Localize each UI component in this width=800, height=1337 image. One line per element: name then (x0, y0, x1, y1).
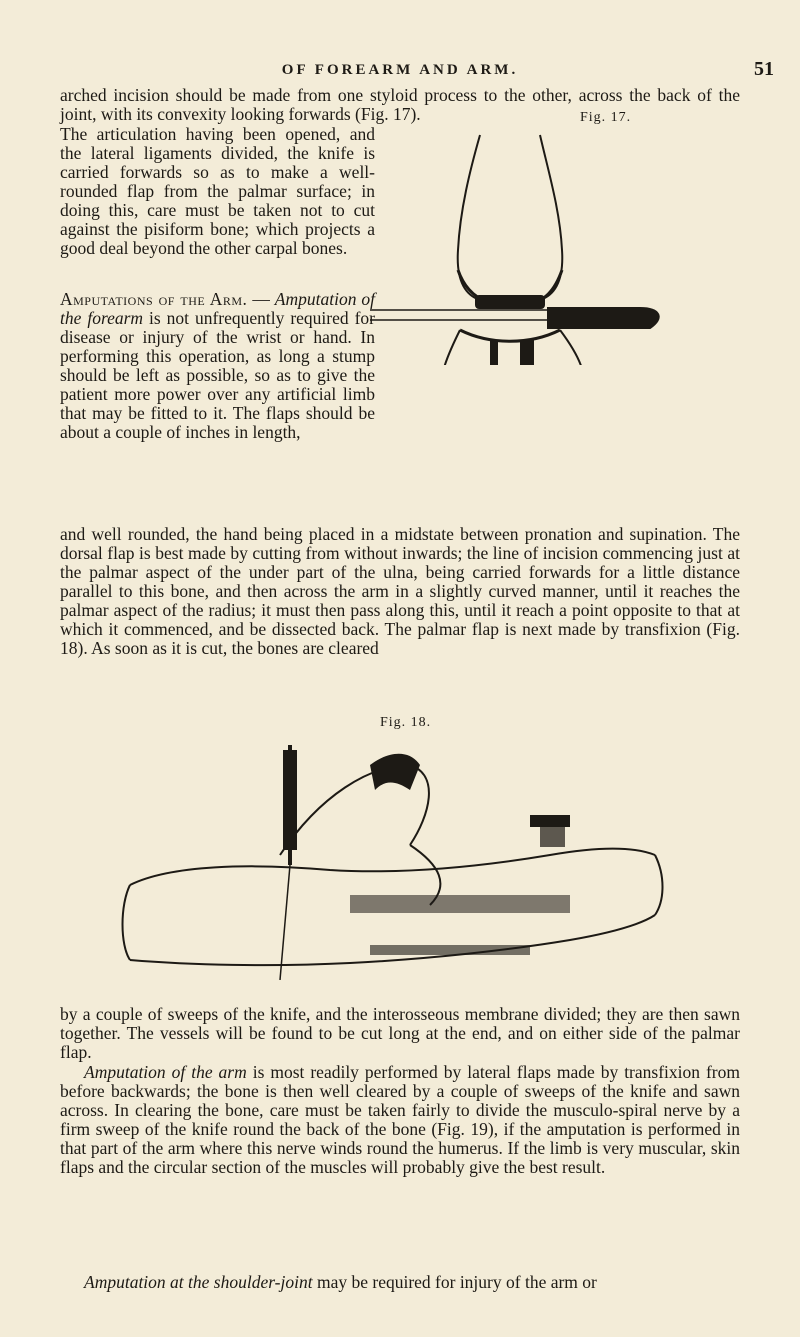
paragraph-text: is not unfrequently required for disease or injury of the wrist or hand. In performing this operation, as long a stump should be left as possible, so as to give the patient more power over any artificial limb that may be fitted to it. The flaps should be about a couple of inches in length, (60, 308, 375, 442)
section-heading: Amputations of the Arm. (60, 289, 248, 309)
fig-18-illustration (110, 745, 670, 980)
paragraph-amputation-forearm (60, 290, 375, 442)
paragraph-sweeps: by a couple of sweeps of the knife, and the interosseous membrane divided; they are then sawn together. The vessels will be found to be cut long at the end, and on either side of the palmar flap. (60, 1004, 740, 1062)
running-head: OF FOREARM AND ARM. (281, 62, 519, 78)
paragraph-flaps: and well rounded, the hand being placed in a midstate between pronation and supination. The dorsal flap is best made by cutting from without inwards; the line of incision commencing just at the palmar aspect of the under part of the ulna, being carried forwards for a little distance parallel to this bone, and then across the arm in a slightly curved manner, until it reaches the palmar aspect of the radius; it must then pass along this, until it reach a point opposite to that at which it commenced, and be dissected back. The palmar flap is next made by transfixion (Fig. 18). As soon as it is cut, the bones are cleared (60, 524, 740, 658)
italic-term-forearm: Amputation of the forearm (60, 289, 376, 328)
italic-term-shoulder: Amputation at the shoulder-joint (84, 1272, 313, 1292)
italic-term-arm: Amputation of the arm (84, 1062, 247, 1082)
fig-18-caption: Fig. 18. (380, 715, 432, 730)
paragraph-articulation: The articulation having been opened, and the lateral ligaments divided, the knife is carried forwards so as to make a well-rounded flap from the palmar surface; in doing this, care must be taken not to cut against the pisiform bone; which projects a good deal beyond the other carpal bones. (60, 124, 375, 258)
paragraph-text: may be required for injury of the arm or (312, 1272, 597, 1292)
fig-17-caption: Fig. 17. (580, 110, 632, 125)
paragraph-shoulder-joint (60, 1273, 740, 1292)
paragraph-intro: arched incision should be made from one styloid process to the other, across the back of the joint, with its convexity looking forwards (Fig. 17). (60, 85, 740, 124)
heading-dash: — (247, 289, 275, 309)
paragraph-amputation-arm (60, 1063, 740, 1177)
page-number: 51 (754, 58, 774, 80)
paragraph-text: is most readily performed by lateral flaps made by transfixion from before backwards; the bone is then well cleared by a couple of sweeps of the knife and sawn across. In clearing the bone, care must be taken fairly to divide the musculo-spiral nerve by a firm sweep of the knife round the back of the bone (Fig. 19), if the amputation is performed in that part of the arm where this nerve winds round the humerus. If the limb is very muscular, skin flaps and the circular section of the muscles will probably give the best result. (60, 1062, 740, 1177)
fig-17-illustration (370, 130, 670, 365)
